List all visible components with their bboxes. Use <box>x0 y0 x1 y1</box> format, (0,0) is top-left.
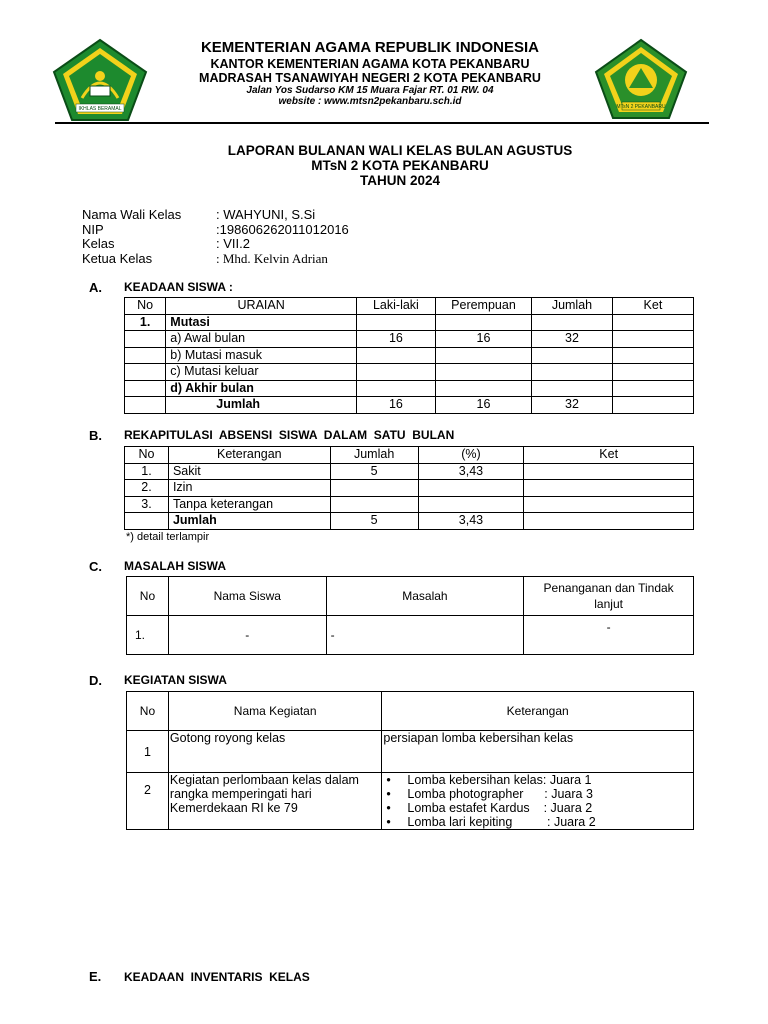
table-total-row <box>125 513 694 530</box>
cell: 5 <box>330 513 418 530</box>
header-school: MADRASAH TSANAWIYAH NEGERI 2 KOTA PEKANBARU <box>199 71 541 85</box>
cell <box>356 314 435 331</box>
kemenag-logo <box>52 38 148 122</box>
section-c-letter: C. <box>89 559 102 574</box>
table-header-row <box>125 298 694 315</box>
cell: b) Mutasi masuk <box>166 347 357 364</box>
list-item: • Lomba lari kepiting : Juara 2 <box>383 815 689 829</box>
cell <box>612 364 693 381</box>
cell <box>125 397 166 414</box>
col-header: Ket <box>612 298 693 315</box>
info-value: : VII.2 <box>216 236 250 251</box>
cell: 16 <box>435 397 531 414</box>
cell <box>418 496 524 513</box>
table-row <box>127 616 694 655</box>
cell <box>532 364 613 381</box>
header-website: website : www.mtsn2pekanbaru.sch.id <box>278 96 462 107</box>
info-label: Ketua Kelas <box>82 250 153 266</box>
cell: persiapan lomba kebersihan kelas <box>382 731 694 773</box>
cell: 32 <box>532 397 613 414</box>
cell <box>435 347 531 364</box>
cell: Mutasi <box>166 314 357 331</box>
section-a-title: KEADAAN SISWA : <box>124 280 233 294</box>
table-row <box>125 314 694 331</box>
col-header: Jumlah <box>330 447 418 464</box>
info-value: : WAHYUNI, S.Si <box>216 207 316 222</box>
col-header: Nama Siswa <box>168 577 326 616</box>
cell: d) Akhir bulan <box>166 380 357 397</box>
cell: a) Awal bulan <box>166 331 357 348</box>
cell <box>532 347 613 364</box>
cell <box>125 331 166 348</box>
cell <box>532 314 613 331</box>
cell <box>612 314 693 331</box>
col-header: No <box>127 577 169 616</box>
report-school: MTsN 2 KOTA PEKANBARU <box>311 158 489 173</box>
table-header-row <box>127 692 694 731</box>
cell: 1. <box>125 463 169 480</box>
table-row <box>127 773 694 830</box>
cell: - <box>168 616 326 655</box>
table-row <box>125 380 694 397</box>
table-header-row <box>127 577 694 616</box>
col-header: No <box>127 692 169 731</box>
cell: - <box>326 616 524 655</box>
cell: Kegiatan perlombaan kelas dalam rangka memperingati hari Kemerdekaan RI ke 79 <box>168 773 381 830</box>
info-label: NIP <box>82 221 104 237</box>
cell: 16 <box>435 331 531 348</box>
cell <box>330 480 418 497</box>
info-value: :198606262011012016 <box>216 221 349 237</box>
student-activities-table <box>126 691 694 830</box>
table-row <box>125 480 694 497</box>
cell <box>418 480 524 497</box>
cell <box>612 347 693 364</box>
cell: Jumlah <box>168 513 330 530</box>
col-header: Masalah <box>326 577 524 616</box>
table-row <box>127 731 694 773</box>
cell <box>356 380 435 397</box>
cell: 1. <box>127 616 169 655</box>
cell: 32 <box>532 331 613 348</box>
header-office: KANTOR KEMENTERIAN AGAMA KOTA PEKANBARU <box>210 57 530 71</box>
section-b-letter: B. <box>89 428 102 443</box>
list-item: • Lomba estafet Kardus : Juara 2 <box>383 801 689 815</box>
cell: Tanpa keterangan <box>168 496 330 513</box>
cell: Gotong royong kelas <box>168 731 381 773</box>
cell <box>382 773 694 830</box>
cell <box>330 496 418 513</box>
list-item: • Lomba kebersihan kelas: Juara 1 <box>383 773 689 787</box>
cell <box>356 347 435 364</box>
header-ministry: KEMENTERIAN AGAMA REPUBLIK INDONESIA <box>200 39 540 56</box>
cell: 1 <box>127 731 169 773</box>
logo-left-text: IKHLAS BERAMAL <box>78 106 122 112</box>
student-problems-table <box>126 576 694 655</box>
cell <box>612 380 693 397</box>
cell: 5 <box>330 463 418 480</box>
col-header: Keterangan <box>168 447 330 464</box>
table-row <box>125 496 694 513</box>
col-header: URAIAN <box>166 298 357 315</box>
table-row <box>125 463 694 480</box>
section-c-title: MASALAH SISWA <box>124 559 226 573</box>
cell <box>125 513 169 530</box>
section-d-letter: D. <box>89 673 102 688</box>
col-header: No <box>125 447 169 464</box>
col-header: Laki-laki <box>356 298 435 315</box>
report-title: LAPORAN BULANAN WALI KELAS BULAN AGUSTUS <box>227 143 573 158</box>
cell <box>435 380 531 397</box>
section-e-letter: E. <box>89 969 102 984</box>
attendance-note: *) detail terlampir <box>126 531 210 543</box>
cell: 2 <box>127 773 169 830</box>
cell <box>612 331 693 348</box>
table-header-row <box>125 447 694 464</box>
cell: Jumlah <box>166 397 357 414</box>
cell <box>532 380 613 397</box>
attendance-table <box>124 446 694 530</box>
teacher-info <box>82 208 482 268</box>
cell: 1. <box>125 314 166 331</box>
cell <box>125 347 166 364</box>
col-header: No <box>125 298 166 315</box>
cell: c) Mutasi keluar <box>166 364 357 381</box>
section-d-title: KEGIATAN SISWA <box>124 673 227 687</box>
table-total-row <box>125 397 694 414</box>
header-divider <box>55 122 709 124</box>
cell <box>125 364 166 381</box>
school-logo <box>594 38 688 120</box>
cell: Izin <box>168 480 330 497</box>
logo-right-text: MTsN 2 PEKANBARU <box>616 104 666 110</box>
table-row <box>125 364 694 381</box>
cell: 3,43 <box>418 513 524 530</box>
cell <box>524 513 694 530</box>
report-year: TAHUN 2024 <box>359 173 441 188</box>
col-header: Perempuan <box>435 298 531 315</box>
student-status-table <box>124 297 694 414</box>
cell <box>524 463 694 480</box>
info-label: Kelas <box>82 236 115 251</box>
info-value: : Mhd. Kelvin Adrian <box>216 250 328 266</box>
col-header: Nama Kegiatan <box>168 692 381 731</box>
cell <box>435 364 531 381</box>
cell: 16 <box>356 331 435 348</box>
cell: 2. <box>125 480 169 497</box>
col-header: (%) <box>418 447 524 464</box>
col-header: Keterangan <box>382 692 694 731</box>
cell: 3,43 <box>418 463 524 480</box>
table-row <box>125 331 694 348</box>
section-a-letter: A. <box>89 280 102 295</box>
table-row <box>125 347 694 364</box>
cell <box>524 480 694 497</box>
cell: - <box>524 616 694 655</box>
section-e-title: KEADAAN INVENTARIS KELAS <box>124 970 310 984</box>
col-header: Jumlah <box>532 298 613 315</box>
list-item: • Lomba photographer : Juara 3 <box>383 787 689 801</box>
cell: 3. <box>125 496 169 513</box>
cell <box>435 314 531 331</box>
cell <box>356 364 435 381</box>
cell: 16 <box>356 397 435 414</box>
col-header: Penanganan dan Tindak lanjut <box>524 577 694 616</box>
col-header: Ket <box>524 447 694 464</box>
cell <box>125 380 166 397</box>
section-b-title: REKAPITULASI ABSENSI SISWA DALAM SATU BULAN <box>124 428 455 442</box>
activity-results-list <box>383 773 689 829</box>
header-address: Jalan Yos Sudarso KM 15 Muara Fajar RT. 01 RW. 04 <box>246 85 494 96</box>
cell <box>612 397 693 414</box>
cell: Sakit <box>168 463 330 480</box>
info-label: Nama Wali Kelas <box>82 207 182 222</box>
cell <box>524 496 694 513</box>
